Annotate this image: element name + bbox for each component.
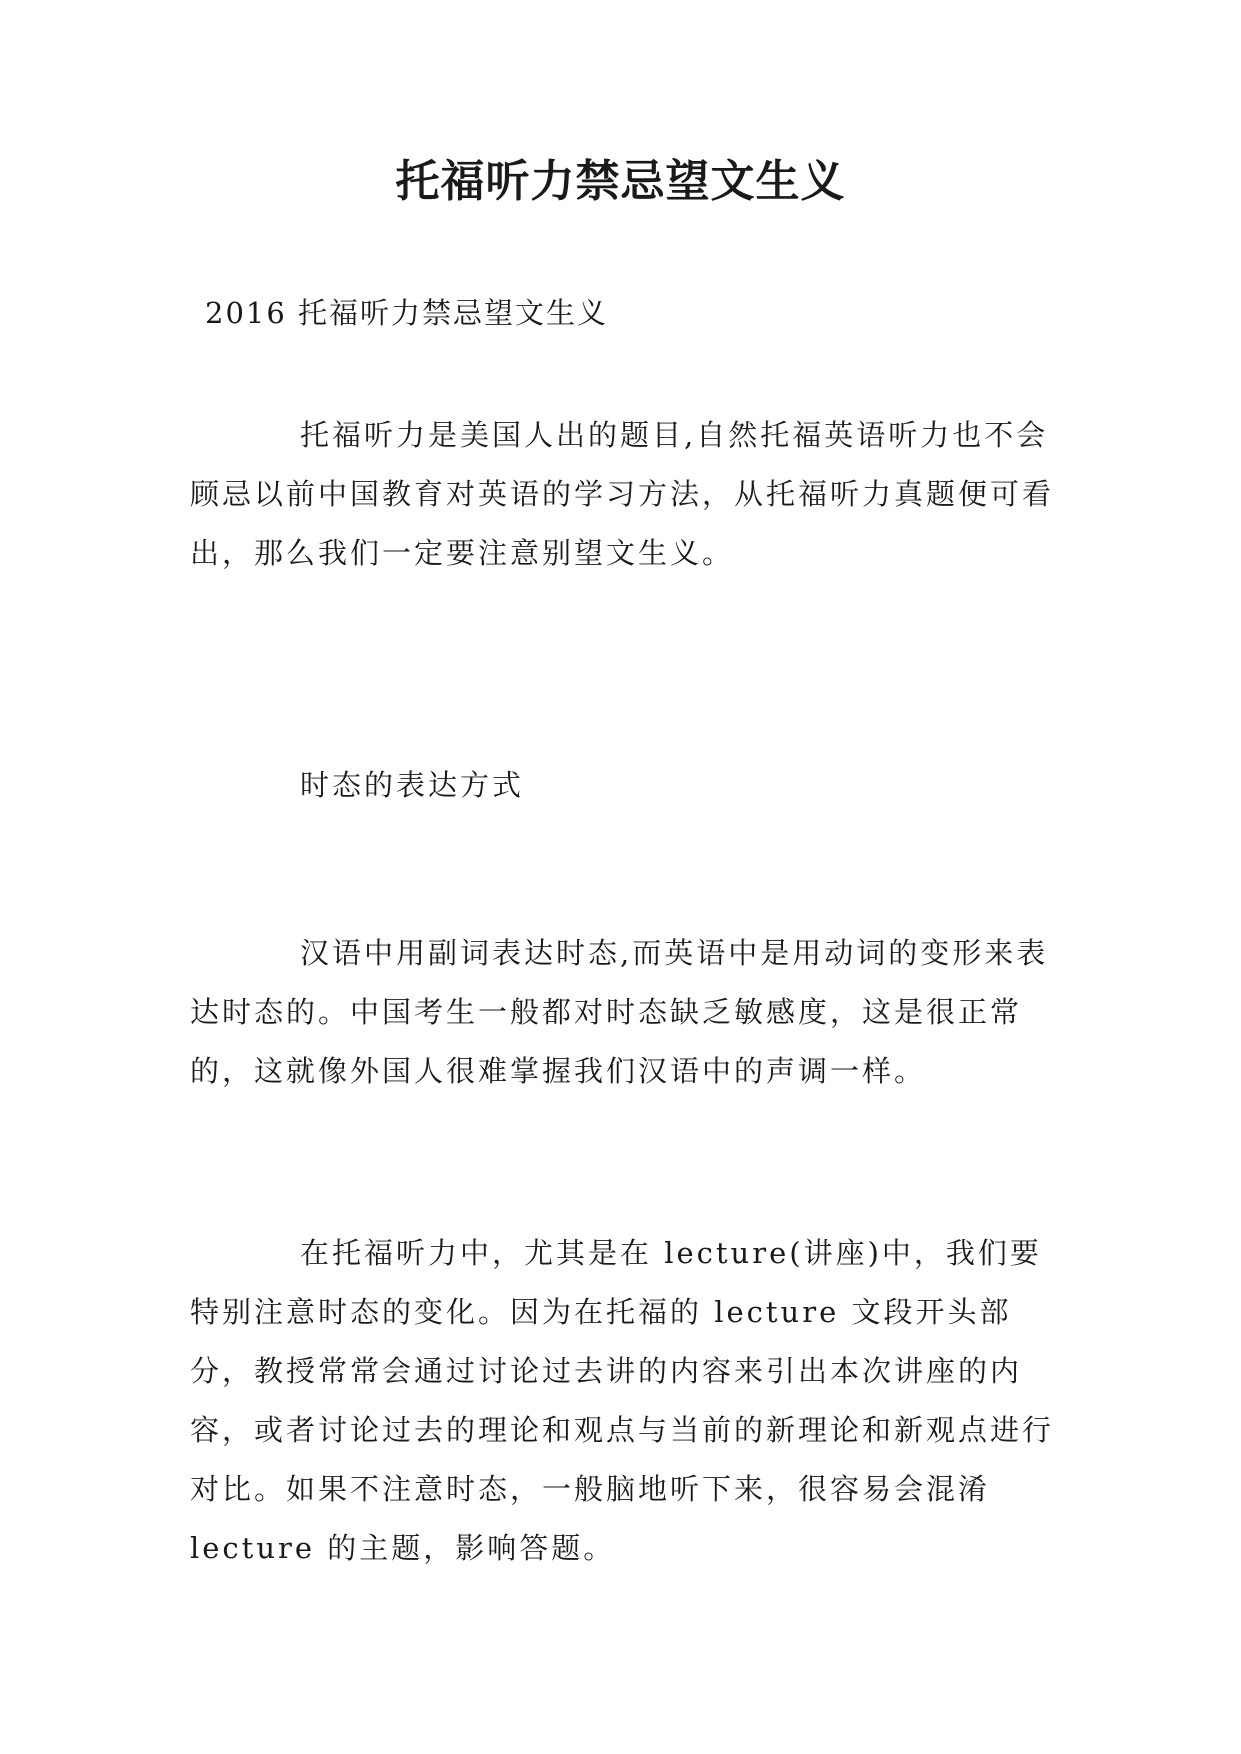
paragraph-intro: 托福听力是美国人出的题目,自然托福英语听力也不会顾忌以前中国教育对英语的学习方法，从托福听力真题便可看出，那么我们一定要注意别望文生义。 [190, 418, 1055, 570]
section-heading: 时态的表达方式 [300, 768, 525, 802]
paragraph-lecture-tense: 在托福听力中，尤其是在 lecture(讲座)中，我们要特别注意时态的变化。因为在托福的 lecture 文段开头部分，教授常常会通过讨论过去讲的内容来引出本次讲座的内容，或者讨论过去的理论和观点与当前的新理论和新观点进行对比。如果不注意时态，一般脑地听下来，很容易会混淆 lecture 的主题，影响答题。 [190, 1236, 1055, 1565]
document-subtitle: 2016 托福听力禁忌望文生义 [205, 296, 609, 330]
paragraph-tense-expression: 汉语中用副词表达时态,而英语中是用动词的变形来表达时态的。中国考生一般都对时态缺乏敏感度，这是很正常的，这就像外国人很难掌握我们汉语中的声调一样。 [190, 936, 1049, 1088]
document-title: 托福听力禁忌望文生义 [395, 156, 846, 207]
